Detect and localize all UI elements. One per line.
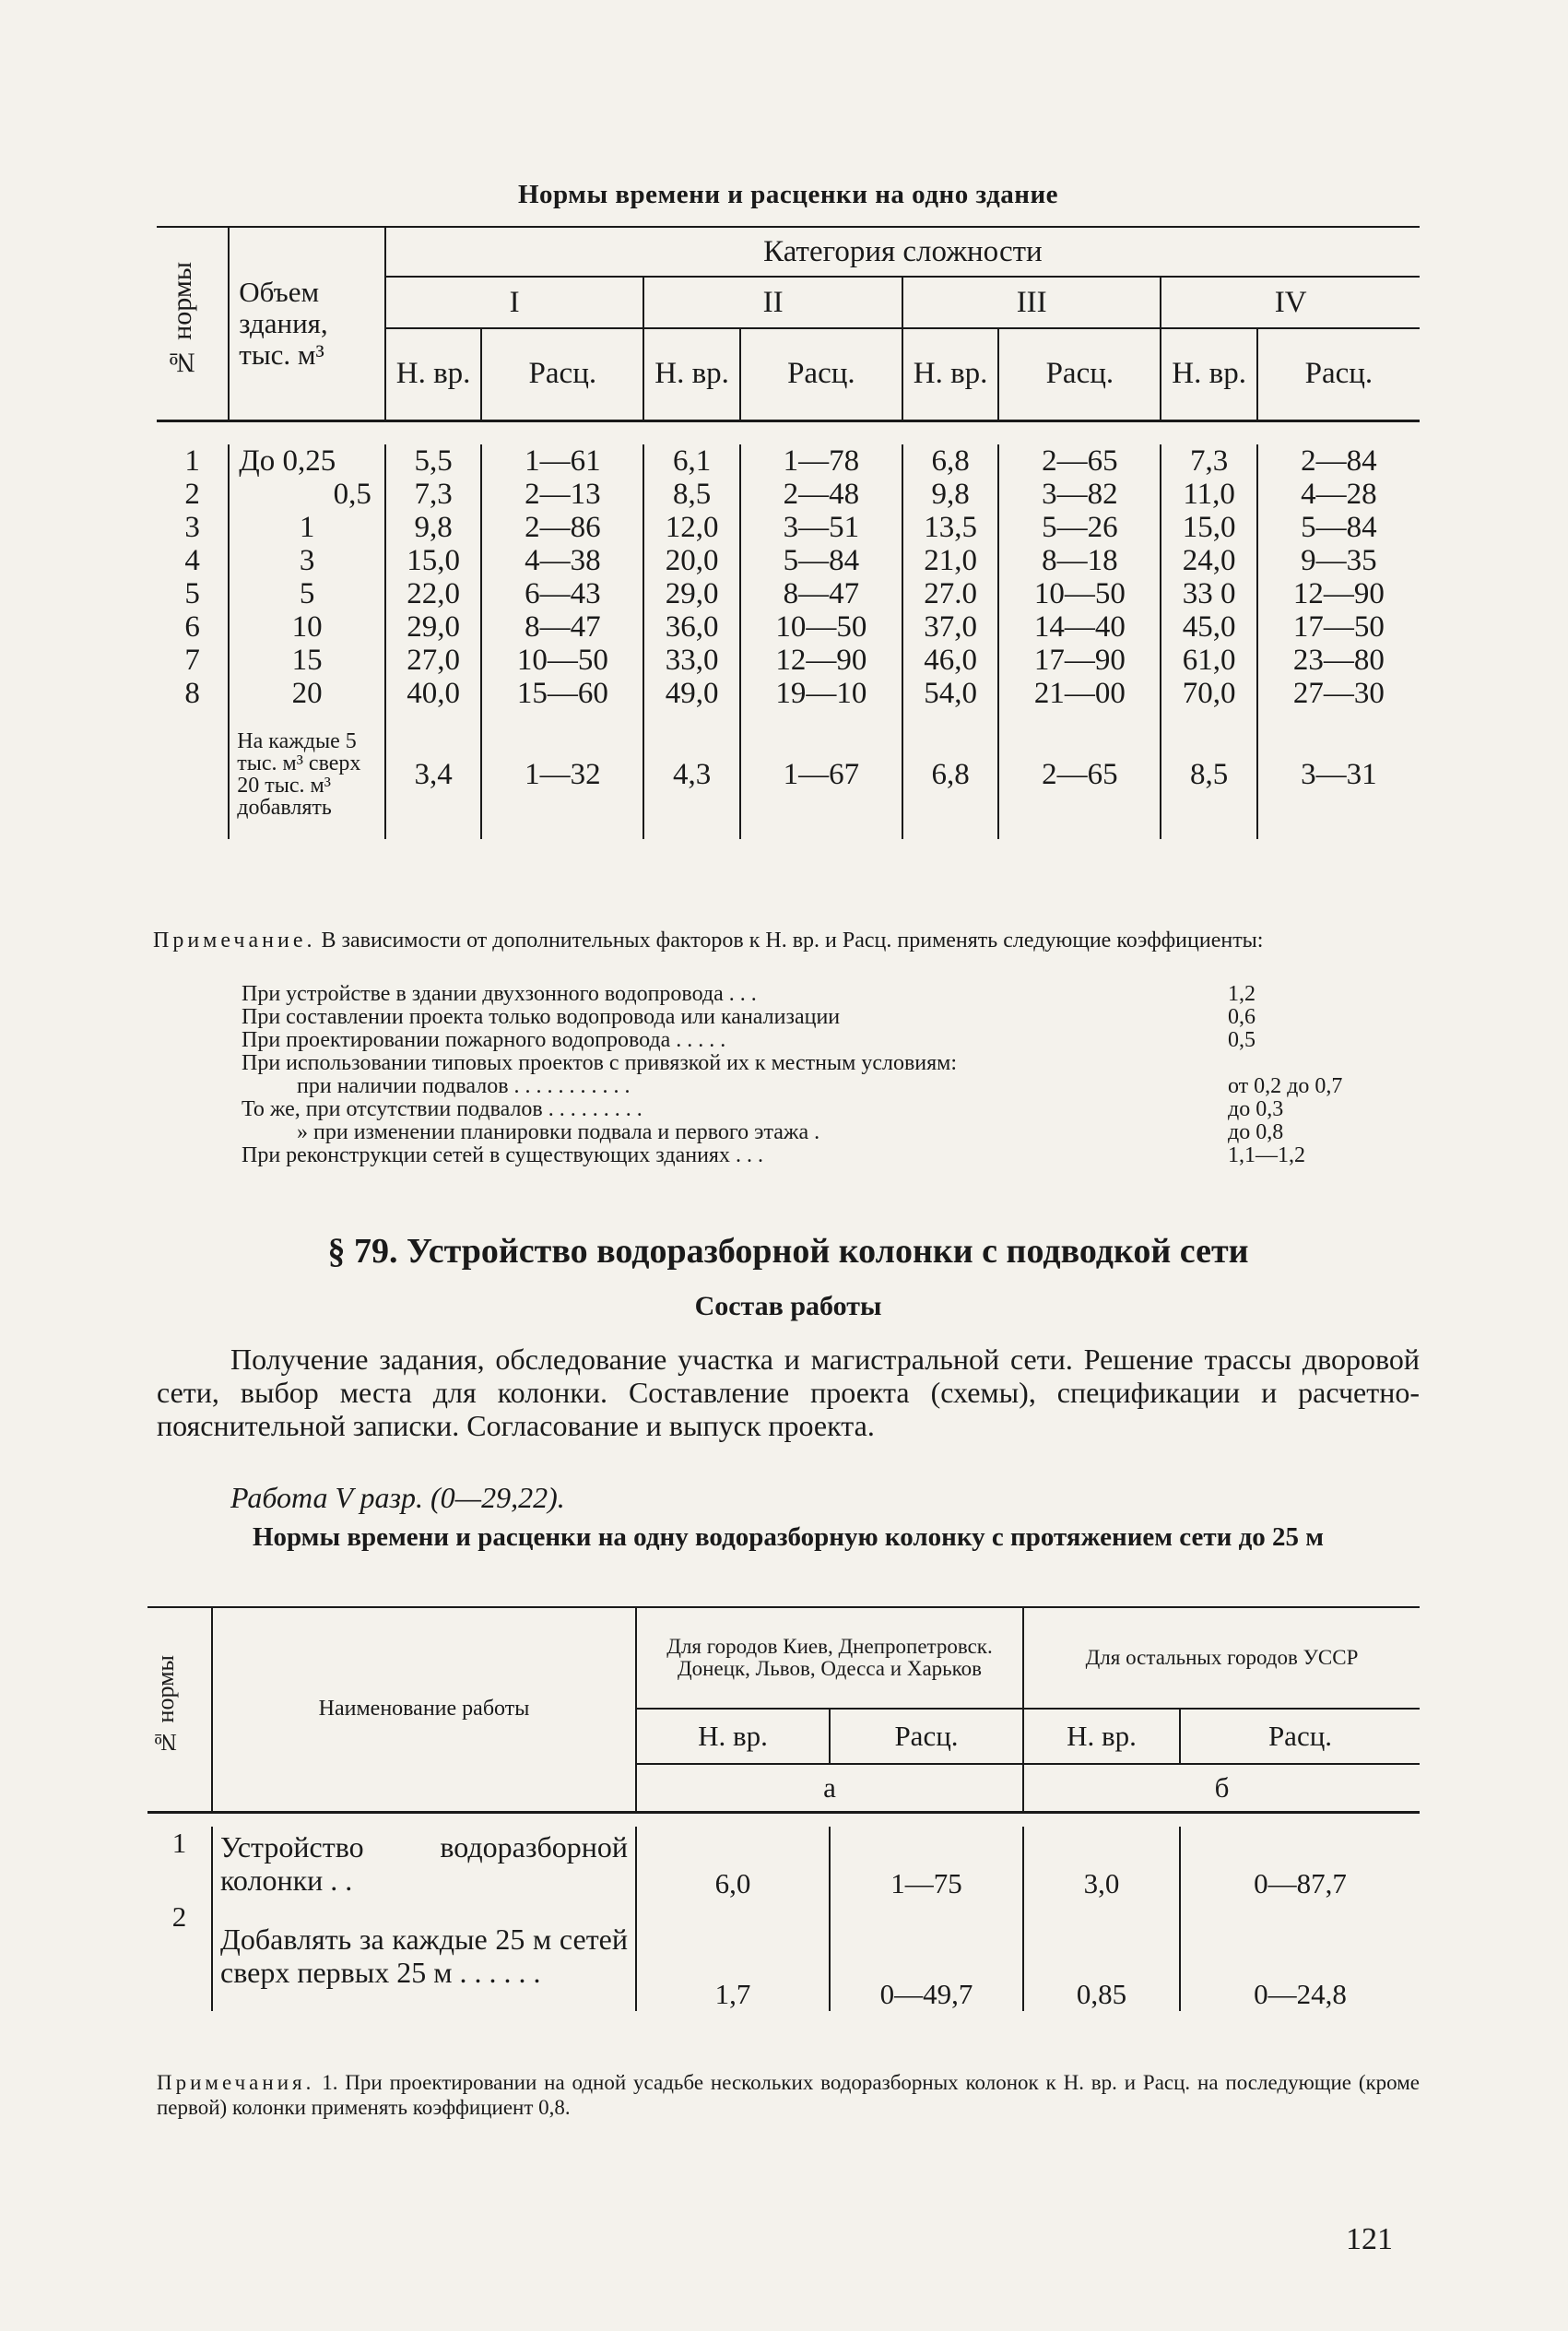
- value-cell: 12—90: [1257, 577, 1420, 610]
- sub-nvr: Н. вр.: [902, 328, 998, 420]
- list-item: [242, 1098, 1385, 1121]
- value-cell: 3—82: [998, 478, 1161, 511]
- value-cell: 40,0: [385, 677, 481, 710]
- norm-number: 1: [171, 1826, 187, 1859]
- value-cell: 3,4: [385, 710, 481, 839]
- value-cell: 10—50: [740, 610, 902, 644]
- norm-number: 2: [171, 1899, 187, 1933]
- value-cell: 4,3: [643, 710, 739, 839]
- extra-label: На каждые 5 тыс. м³ сверх 20 тыс. м³ добавлять: [229, 710, 385, 839]
- value-cell: 15,0: [1161, 511, 1256, 544]
- coef-text: » при изменении планировки подвала и первого этажа .: [297, 1120, 820, 1144]
- work-grade: Работа V разр. (0—29,22).: [230, 1481, 565, 1514]
- value-cell: 5—84: [740, 544, 902, 577]
- value-cell: 70,0: [1161, 677, 1256, 710]
- volume-cell: 1: [229, 511, 385, 544]
- value-cell: 6—43: [481, 577, 643, 610]
- work-name: Устройство водоразборной колонки . .: [212, 1827, 636, 1900]
- value-cell: 1—61: [481, 444, 643, 478]
- sub-nvr: Н. вр.: [385, 328, 481, 420]
- category-iv: IV: [1161, 277, 1420, 328]
- note-label: Примечания.: [157, 2071, 315, 2094]
- value-cell: 20,0: [643, 544, 739, 577]
- value-cell: 12—90: [740, 644, 902, 677]
- table-row: [157, 511, 1420, 544]
- value-cell: 9,8: [902, 478, 998, 511]
- norm-number: 1: [184, 444, 200, 478]
- coef-value: [1228, 1052, 1385, 1075]
- value-cell: 6,0: [636, 1827, 830, 1900]
- value-cell: 1—32: [481, 710, 643, 839]
- value-cell: 29,0: [385, 610, 481, 644]
- sub-nvr: Н. вр.: [636, 1709, 830, 1764]
- note-text: В зависимости от дополнительных факторов к Н. вр. и Расц. применять следующие коэффициенты:: [321, 929, 1264, 953]
- norm-number: 4: [184, 543, 200, 577]
- value-cell: 15—60: [481, 677, 643, 710]
- col-norm-header: № нормы: [151, 1655, 179, 1757]
- col-norm-header: № нормы: [167, 261, 198, 377]
- value-cell: 4—28: [1257, 478, 1420, 511]
- value-cell: 17—90: [998, 644, 1161, 677]
- value-cell: 33,0: [643, 644, 739, 677]
- volume-cell: 10: [229, 610, 385, 644]
- group-a-header: Для городов Киев, Днепропетровск. Донецк, Львов, Одесса и Харьков: [636, 1607, 1023, 1709]
- sub-rasc: Расц.: [830, 1709, 1023, 1764]
- list-item: [242, 1052, 1385, 1075]
- volume-cell: 15: [229, 644, 385, 677]
- coef-value: до 0,8: [1228, 1120, 1284, 1144]
- value-cell: 2—86: [481, 511, 643, 544]
- value-cell: 49,0: [643, 677, 739, 710]
- norm-number: 6: [184, 609, 200, 644]
- norm-number: 8: [184, 676, 200, 710]
- value-cell: 3—31: [1257, 710, 1420, 839]
- value-cell: 3,0: [1023, 1827, 1180, 1900]
- value-cell: 2—13: [481, 478, 643, 511]
- value-cell: 14—40: [998, 610, 1161, 644]
- value-cell: 2—84: [1257, 444, 1420, 478]
- norm-number: 5: [184, 576, 200, 610]
- value-cell: 7,3: [1161, 444, 1256, 478]
- col-name-header: Наименование работы: [212, 1607, 636, 1812]
- value-cell: 11,0: [1161, 478, 1256, 511]
- coef-value: 0,6: [1228, 1005, 1256, 1029]
- group-b-header: Для остальных городов УССР: [1023, 1607, 1420, 1709]
- value-cell: 13,5: [902, 511, 998, 544]
- value-cell: 7,3: [385, 478, 481, 511]
- sub-rasc: Расц.: [998, 328, 1161, 420]
- value-cell: 3—51: [740, 511, 902, 544]
- category-iii: III: [902, 277, 1161, 328]
- value-cell: 1—78: [740, 444, 902, 478]
- section-title: § 79. Устройство водоразборной колонки с подводкой сети: [327, 1232, 1249, 1271]
- sub-rasc: Расц.: [1180, 1709, 1420, 1764]
- value-cell: 6,1: [643, 444, 739, 478]
- value-cell: 2—48: [740, 478, 902, 511]
- sub-rasc: Расц.: [481, 328, 643, 420]
- value-cell: 12,0: [643, 511, 739, 544]
- value-cell: 24,0: [1161, 544, 1256, 577]
- coef-value: 1,1—1,2: [1228, 1143, 1305, 1167]
- note-label: Примечание.: [153, 929, 316, 953]
- value-cell: 54,0: [902, 677, 998, 710]
- value-cell: 36,0: [643, 610, 739, 644]
- value-cell: 5—84: [1257, 511, 1420, 544]
- value-cell: 21,0: [902, 544, 998, 577]
- coef-value: до 0,3: [1228, 1097, 1284, 1121]
- volume-cell: 3: [229, 544, 385, 577]
- coef-text: при наличии подвалов . . . . . . . . . . .: [297, 1074, 631, 1098]
- col-volume-header: Объем здания, тыс. м³: [229, 227, 385, 420]
- coef-value: от 0,2 до 0,7: [1228, 1074, 1343, 1098]
- volume-cell: 5: [229, 577, 385, 610]
- coef-text: При использовании типовых проектов с привязкой их к местным условиям:: [242, 1051, 958, 1075]
- value-cell: 27.0: [902, 577, 998, 610]
- value-cell: 15,0: [385, 544, 481, 577]
- table-row: [147, 1827, 1420, 1900]
- value-cell: 33 0: [1161, 577, 1256, 610]
- letter-a: а: [636, 1764, 1023, 1812]
- table-row: [157, 577, 1420, 610]
- section-body: Получение задания, обследование участка и магистральной сети. Решение трассы дворовой сети, выбор места для колонки. Составление проекта (схемы), спецификации и расчетно-пояснительной записки. Согласование и выпуск проекта.: [157, 1343, 1420, 1442]
- sub-rasc: Расц.: [740, 328, 902, 420]
- value-cell: 8,5: [643, 478, 739, 511]
- note-coefficients: [153, 928, 1425, 953]
- sub-nvr: Н. вр.: [1023, 1709, 1180, 1764]
- norm-number: 2: [184, 477, 200, 511]
- coef-value: 1,2: [1228, 982, 1256, 1006]
- value-cell: 1—75: [830, 1827, 1023, 1900]
- list-item: [242, 1121, 1385, 1144]
- coef-value: 0,5: [1228, 1028, 1256, 1052]
- coefficient-list: [242, 983, 1385, 1167]
- value-cell: 9,8: [385, 511, 481, 544]
- list-item: [242, 1006, 1385, 1029]
- volume-cell: 20: [229, 677, 385, 710]
- value-cell: 19—10: [740, 677, 902, 710]
- list-item: [242, 983, 1385, 1006]
- coef-text: При проектировании пожарного водопровода . . . . .: [242, 1028, 726, 1052]
- value-cell: 2—65: [998, 444, 1161, 478]
- value-cell: 46,0: [902, 644, 998, 677]
- table-row: [147, 1900, 1420, 2011]
- table-row: [157, 444, 1420, 478]
- norm-number: 3: [184, 510, 200, 544]
- value-cell: 6,8: [902, 444, 998, 478]
- value-cell: 21—00: [998, 677, 1161, 710]
- value-cell: 8,5: [1161, 710, 1256, 839]
- value-cell: 27,0: [385, 644, 481, 677]
- work-name: Добавлять за каждые 25 м сетей сверх первых 25 м . . . . . .: [212, 1900, 636, 2011]
- category-i: I: [385, 277, 644, 328]
- value-cell: 4—38: [481, 544, 643, 577]
- value-cell: 23—80: [1257, 644, 1420, 677]
- value-cell: 5—26: [998, 511, 1161, 544]
- coef-text: При устройстве в здании двухзонного водопровода . . .: [242, 982, 757, 1006]
- value-cell: 0,85: [1023, 1900, 1180, 2011]
- value-cell: 29,0: [643, 577, 739, 610]
- sub-nvr: Н. вр.: [1161, 328, 1256, 420]
- table2-title: Нормы времени и расценки на одну водоразборную колонку с протяжением сети до 25 м: [252, 1522, 1325, 1552]
- norms-table-building: [157, 226, 1420, 839]
- value-cell: 22,0: [385, 577, 481, 610]
- value-cell: 0—87,7: [1180, 1827, 1420, 1900]
- value-cell: 17—50: [1257, 610, 1420, 644]
- value-cell: 27—30: [1257, 677, 1420, 710]
- value-cell: 9—35: [1257, 544, 1420, 577]
- value-cell: 10—50: [481, 644, 643, 677]
- table-row-extra: [157, 710, 1420, 839]
- value-cell: 0—49,7: [830, 1900, 1023, 2011]
- coef-text: То же, при отсутствии подвалов . . . . . . . . .: [242, 1097, 643, 1121]
- list-item: [242, 1029, 1385, 1052]
- value-cell: 8—47: [740, 577, 902, 610]
- table-row: [157, 544, 1420, 577]
- value-cell: 0—24,8: [1180, 1900, 1420, 2011]
- table1-title: Нормы времени и расценки на одно здание: [517, 180, 1059, 209]
- list-item: [242, 1144, 1385, 1167]
- value-cell: 61,0: [1161, 644, 1256, 677]
- table-row: [157, 610, 1420, 644]
- value-cell: 6,8: [902, 710, 998, 839]
- value-cell: 2—65: [998, 710, 1161, 839]
- norms-table-hydrant: [147, 1606, 1420, 2011]
- category-header: Категория сложности: [385, 227, 1420, 277]
- sub-nvr: Н. вр.: [643, 328, 739, 420]
- table-row: [157, 677, 1420, 710]
- volume-cell: До 0,25: [229, 444, 385, 478]
- note-hydrants: [157, 2070, 1420, 2120]
- coef-text: При реконструкции сетей в существующих зданиях . . .: [242, 1143, 763, 1167]
- table-row: [157, 644, 1420, 677]
- page-number: 121: [1346, 2222, 1393, 2256]
- value-cell: 1,7: [636, 1900, 830, 2011]
- list-item: [242, 1075, 1385, 1098]
- value-cell: 10—50: [998, 577, 1161, 610]
- sub-rasc: Расц.: [1257, 328, 1420, 420]
- letter-b: б: [1023, 1764, 1420, 1812]
- value-cell: 45,0: [1161, 610, 1256, 644]
- value-cell: 1—67: [740, 710, 902, 839]
- category-ii: II: [643, 277, 902, 328]
- coef-text: При составлении проекта только водопровода или канализации: [242, 1005, 841, 1029]
- norm-number: 7: [184, 643, 200, 677]
- note-text: 1. При проектировании на одной усадьбе нескольких водоразборных колонок к Н. вр. и Расц. на последующие (кроме первой) колонки применять коэффициент 0,8.: [157, 2071, 1421, 2119]
- section-subtitle: Состав работы: [694, 1291, 882, 1321]
- value-cell: 8—18: [998, 544, 1161, 577]
- volume-cell: 0,5: [229, 478, 385, 511]
- value-cell: 8—47: [481, 610, 643, 644]
- table-row: [157, 478, 1420, 511]
- value-cell: 37,0: [902, 610, 998, 644]
- value-cell: 5,5: [385, 444, 481, 478]
